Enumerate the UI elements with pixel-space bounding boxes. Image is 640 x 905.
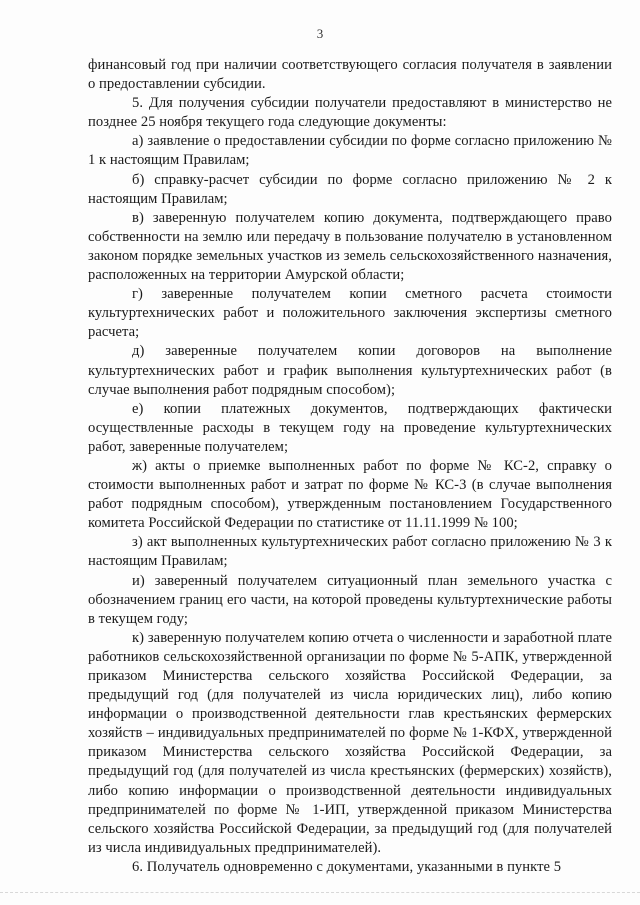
paragraph-subitem-g: г) заверенные получателем копии сметного расчета стоимости культуртехнических работ и положительного заключения экспертизы сметного расчета; [88,286,612,341]
paragraph-continuation: финансовый год при наличии соответствующего согласия получателя в заявлении о предоставлении субсидии. [88,57,612,93]
document-body [88,56,612,877]
paragraph-subitem-k: к) заверенную получателем копию отчета о численности и заработной плате работников сельскохозяйственной организации по форме № 5-АПК, утвержденной приказом Министерства сельского хозяйства Российской Федерации, за предыдущий год (для получателей из числа юридических лиц), либо копию информации о производственной деятельности глав крестьянских фермерских хозяйств – индивидуальных предпринимателей по форме № 1-КФХ, утвержденной приказом Министерства сельского хозяйства Российской Федерации, за предыдущий год (для получателей из числа крестьянских (фермерских) хозяйств), либо копию информации о производственной деятельности индивидуальных предпринимателей по форме № 1-ИП, утвержденной приказом Министерства сельского хозяйства Российской Федерации, за предыдущий год (для получателей из числа индивидуальных предпринимателей). [88,629,612,856]
paragraph-item-5: 5. Для получения субсидии получатели предоставляют в министерство не позднее 25 ноября текущего года следующие документы: [88,95,612,131]
scan-edge-artifact [0,892,640,899]
page-number: 3 [316,26,324,41]
paragraph-subitem-e: е) копии платежных документов, подтверждающих фактически осуществленные расходы в текущем году на проведение культуртехнических работ, заверенные получателем; [88,400,612,455]
paragraph-subitem-zh: ж) акты о приемке выполненных работ по форме № КС-2, справку о стоимости выполненных работ и затрат по форме № КС-3 (в случае выполнения работ подрядным способом), утвержденным постановлением Государственного комитета Российской Федерации по статистике от 11.11.1999 № 100; [88,457,612,532]
paragraph-subitem-b: б) справку-расчет субсидии по форме согласно приложению № 2 к настоящим Правилам; [88,171,612,207]
paragraph-subitem-z: з) акт выполненных культуртехнических работ согласно приложению № 3 к настоящим Правилам; [88,534,612,570]
paragraph-subitem-v: в) заверенную получателем копию документа, подтверждающего право собственности на землю или передачу в пользование получателю в установленном законом порядке земельных участков из земель сельскохозяйственного назначения, расположенных на территории Амурской области; [88,209,612,284]
paragraph-subitem-a: а) заявление о предоставлении субсидии по форме согласно приложению № 1 к настоящим Правилам; [88,133,612,169]
paragraph-subitem-i: и) заверенный получателем ситуационный план земельного участка с обозначением границ его части, на которой проведены культуртехнические работы в текущем году; [88,572,612,627]
paragraph-item-6: 6. Получатель одновременно с документами, указанными в пункте 5 [132,858,562,875]
paragraph-subitem-d: д) заверенные получателем копии договоров на выполнение культуртехнических работ и график выполнения культуртехнических работ (в случае выполнения работ подрядным способом); [88,343,612,398]
